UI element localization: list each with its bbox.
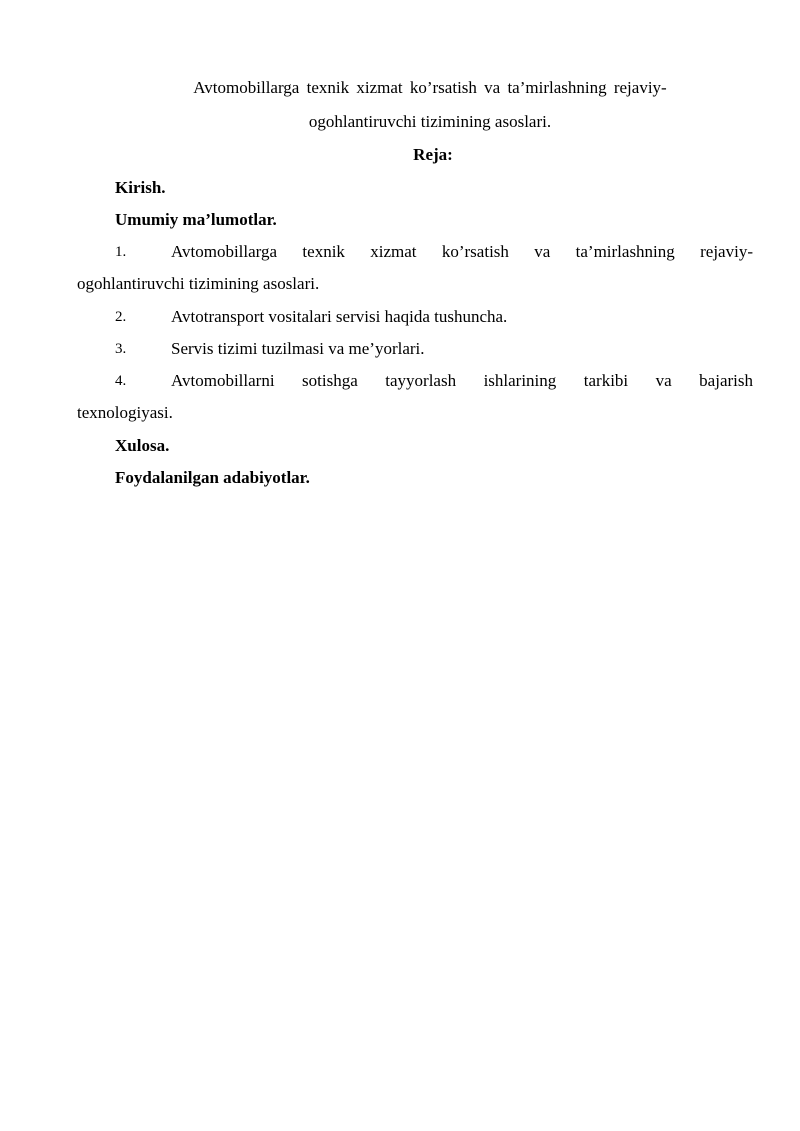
- section-general-info: Umumiy ma’lumotlar.: [115, 210, 277, 229]
- list-item-text: Avtotransport vositalari servisi haqida tushuncha.: [171, 307, 508, 326]
- document-title-line-2: ogohlantiruvchi tizimining asoslari.: [308, 112, 552, 131]
- list-item-text: Avtomobillarga texnik xizmat ko’rsatish va ta’mirlashning rejaviy-: [171, 242, 753, 261]
- list-item-continuation: texnologiyasi.: [77, 403, 173, 422]
- list-item-number: 1.: [115, 244, 127, 260]
- list-item-continuation: ogohlantiruvchi tizimining asoslari.: [77, 274, 320, 293]
- list-item-number: 4.: [115, 373, 127, 389]
- section-intro: Kirish.: [115, 178, 166, 197]
- list-item-number: 3.: [115, 341, 127, 357]
- list-item-text: Avtomobillarni sotishga tayyorlash ishlarining tarkibi va bajarish: [171, 371, 753, 390]
- section-conclusion: Xulosa.: [115, 436, 170, 455]
- list-item-text: Servis tizimi tuzilmasi va me’yorlari.: [171, 339, 425, 358]
- list-item-number: 2.: [115, 309, 127, 325]
- document-title-line-1: Avtomobillarga texnik xizmat ko’rsatish va ta’mirlashning rejaviy-: [193, 78, 667, 97]
- section-references: Foydalanilgan adabiyotlar.: [115, 468, 310, 487]
- plan-heading: Reja:: [413, 145, 453, 164]
